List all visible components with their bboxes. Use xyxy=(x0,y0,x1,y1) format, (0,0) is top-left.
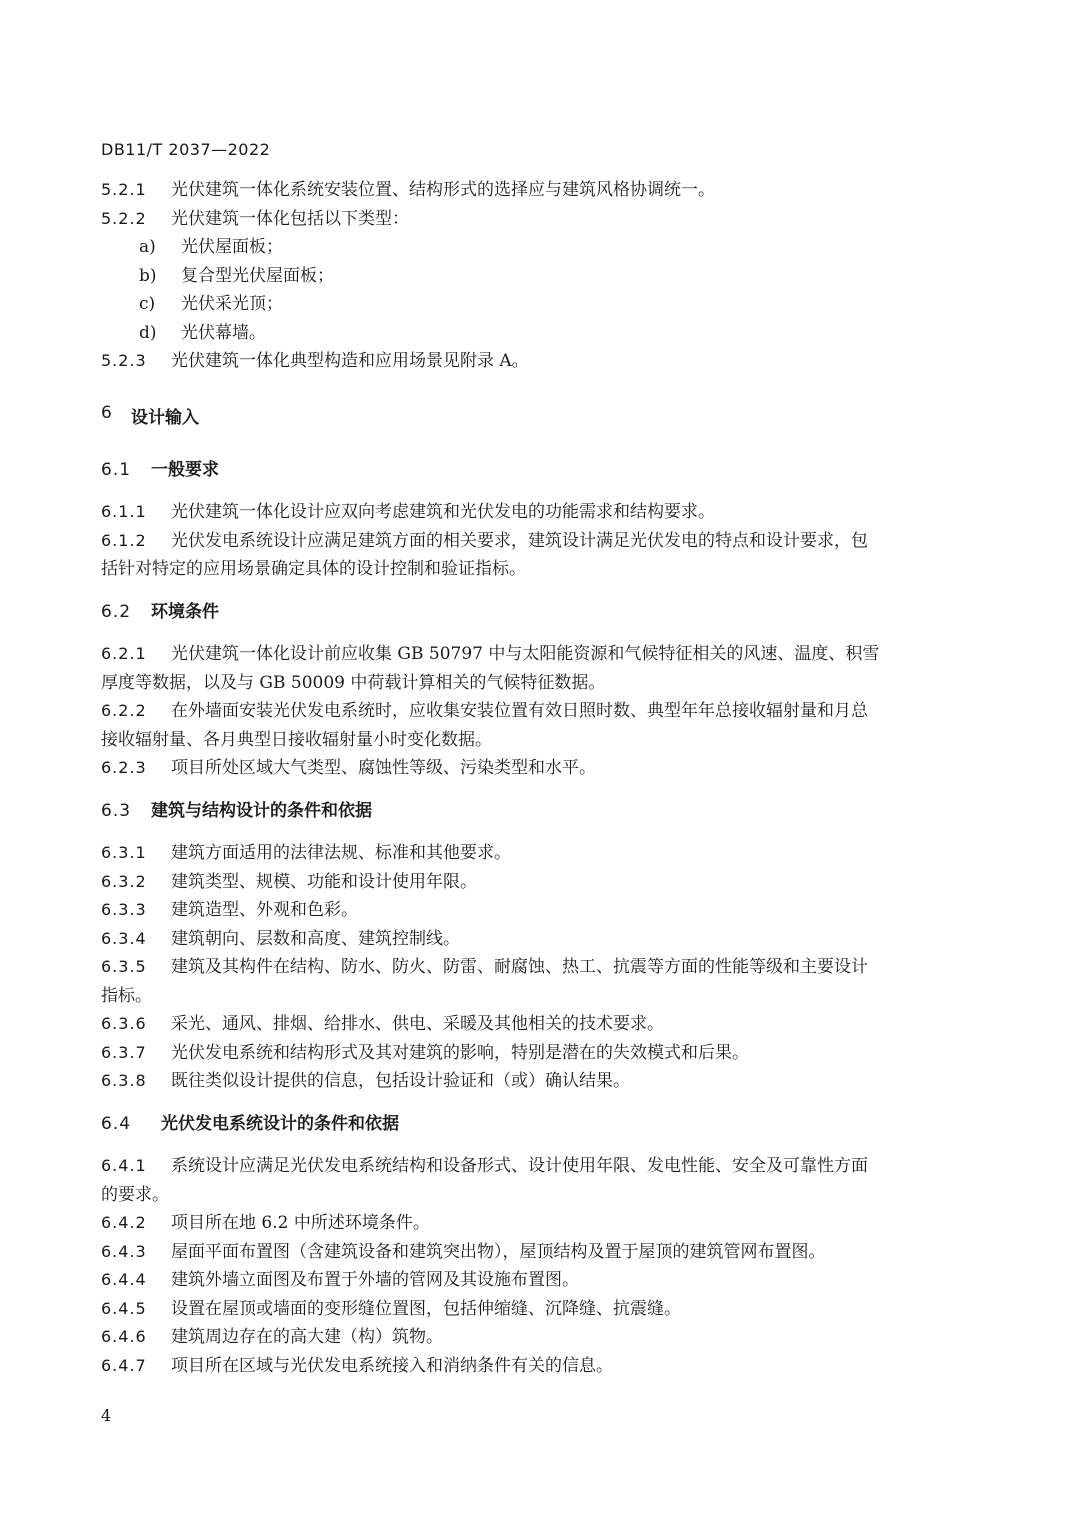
clause-continuation: 接收辐射量、各月典型日接收辐射量小时变化数据。 xyxy=(101,729,492,750)
clause-number: 6.1.2 xyxy=(101,530,147,550)
clause-6-4-2 xyxy=(101,1209,961,1238)
clause-text: 光伏建筑一体化系统安装位置、结构形式的选择应与建筑风格协调统一。 xyxy=(171,180,715,200)
clause-number: 6.4.2 xyxy=(101,1213,147,1232)
list-item xyxy=(101,290,961,319)
list-text: 光伏采光顶； xyxy=(181,294,283,314)
chapter-heading xyxy=(101,403,961,428)
clause-number: 5.2.2 xyxy=(101,208,147,228)
clause-text: 建筑及其构件在结构、防水、防火、防雷、耐腐蚀、热工、抗震等方面的性能等级和主要设计 xyxy=(171,957,868,977)
clause-number: 6.3.1 xyxy=(101,843,147,862)
clause-6-3-4 xyxy=(101,925,961,954)
clause-number: 6.3.6 xyxy=(101,1014,147,1033)
clause-number: 6.3.5 xyxy=(101,957,147,976)
section-title: 建筑与结构设计的条件和依据 xyxy=(151,800,372,821)
list-item xyxy=(101,262,961,291)
clause-text: 建筑造型、外观和色彩。 xyxy=(171,900,358,920)
clause-6-3-2 xyxy=(101,868,961,897)
section-heading xyxy=(101,456,961,485)
clause-6-4-7 xyxy=(101,1352,961,1381)
clause-6-4-6 xyxy=(101,1323,961,1352)
clause-number: 6.4.7 xyxy=(101,1355,147,1375)
list-marker: a) xyxy=(139,237,156,257)
clause-number: 6.4.3 xyxy=(101,1241,147,1261)
clause-6-3-7 xyxy=(101,1039,961,1068)
clause-6-3-6 xyxy=(101,1010,961,1039)
clause-text: 光伏建筑一体化包括以下类型： xyxy=(171,208,409,229)
clause-continuation: 厚度等数据，以及与 GB 50009 中荷载计算相关的气候特征数据。 xyxy=(101,672,606,693)
list-text: 光伏屋面板； xyxy=(181,237,283,257)
clause-number: 6.2.3 xyxy=(101,758,147,777)
clause-number: 6.4.5 xyxy=(101,1298,147,1318)
clause-text: 光伏建筑一体化典型构造和应用场景见附录 A。 xyxy=(171,351,529,371)
clause-text: 建筑类型、规模、功能和设计使用年限。 xyxy=(171,871,477,892)
clause-6-3-1 xyxy=(101,839,961,868)
list-text: 复合型光伏屋面板； xyxy=(181,265,334,286)
section-number: 6.1 xyxy=(101,459,132,480)
section-title: 一般要求 xyxy=(151,459,219,480)
clause-number: 5.2.3 xyxy=(101,351,147,370)
document-header: DB11/T 2037—2022 xyxy=(101,140,271,159)
clause-number: 6.3.7 xyxy=(101,1042,147,1062)
clause-number: 5.2.1 xyxy=(101,180,147,199)
list-marker: c) xyxy=(139,294,156,314)
clause-number: 6.3.4 xyxy=(101,928,147,948)
clause-6-2-1 xyxy=(101,640,961,669)
clause-text: 项目所在地 6.2 中所述环境条件。 xyxy=(171,1213,430,1233)
clause-text: 设置在屋顶或墙面的变形缝位置图，包括伸缩缝、沉降缝、抗震缝。 xyxy=(171,1298,681,1319)
document-body xyxy=(101,176,961,1380)
clause-text: 建筑朝向、层数和高度、建筑控制线。 xyxy=(171,928,460,949)
clause-6-2-2 xyxy=(101,697,961,726)
clause-6-2-3 xyxy=(101,754,961,783)
clause-6-4-5 xyxy=(101,1295,961,1324)
clause-continuation: 括针对特定的应用场景确定具体的设计控制和验证指标。 xyxy=(101,559,526,579)
clause-text: 系统设计应满足光伏发电系统结构和设备形式、设计使用年限、发电性能、安全及可靠性方面 xyxy=(171,1156,868,1176)
clause-text: 光伏建筑一体化设计应双向考虑建筑和光伏发电的功能需求和结构要求。 xyxy=(171,502,715,522)
clause-text: 建筑外墙立面图及布置于外墙的管网及其设施布置图。 xyxy=(171,1270,579,1290)
list-marker: b) xyxy=(139,265,157,286)
clause-text: 光伏发电系统和结构形式及其对建筑的影响，特别是潜在的失效模式和后果。 xyxy=(171,1042,749,1063)
clause-text: 光伏建筑一体化设计前应收集 GB 50797 中与太阳能资源和气候特征相关的风速、温度、积雪 xyxy=(171,644,880,664)
clause-number: 6.2.2 xyxy=(101,701,147,720)
clause-6-4-3 xyxy=(101,1238,961,1267)
list-item xyxy=(101,319,961,348)
clause-6-3-5 xyxy=(101,953,961,982)
list-marker: d) xyxy=(139,322,157,343)
section-number: 6.4 xyxy=(101,1113,132,1134)
clause-number: 6.3.3 xyxy=(101,900,147,919)
clause-6-3-8 xyxy=(101,1067,961,1096)
page-number: 4 xyxy=(101,1406,112,1425)
section-heading xyxy=(101,598,961,627)
clause-text: 建筑方面适用的法律法规、标准和其他要求。 xyxy=(171,843,511,863)
clause-number: 6.4.4 xyxy=(101,1270,147,1289)
section-number: 6.3 xyxy=(101,800,132,821)
list-item xyxy=(101,233,961,262)
clause-number: 6.3.8 xyxy=(101,1071,147,1090)
chapter-number: 6 xyxy=(101,402,113,423)
clause-6-1-1 xyxy=(101,498,961,527)
clause-number: 6.4.6 xyxy=(101,1327,147,1346)
clause-text: 建筑周边存在的高大建（构）筑物。 xyxy=(171,1327,443,1347)
clause-text: 项目所在区域与光伏发电系统接入和消纳条件有关的信息。 xyxy=(171,1355,613,1376)
chapter-title: 设计输入 xyxy=(131,407,199,428)
clause-number: 6.1.1 xyxy=(101,502,147,521)
section-heading xyxy=(101,797,961,826)
clause-text: 采光、通风、排烟、给排水、供电、采暖及其他相关的技术要求。 xyxy=(171,1014,664,1034)
clause-continuation: 指标。 xyxy=(101,985,152,1006)
clause-6-4-4 xyxy=(101,1266,961,1295)
clause-number: 6.4.1 xyxy=(101,1156,147,1175)
clause-number: 6.3.2 xyxy=(101,871,147,891)
clause-5-2-3 xyxy=(101,347,961,376)
section-number: 6.2 xyxy=(101,601,132,622)
clause-6-3-3 xyxy=(101,896,961,925)
clause-text: 项目所处区域大气类型、腐蚀性等级、污染类型和水平。 xyxy=(171,758,596,778)
section-title: 环境条件 xyxy=(151,601,219,622)
clause-5-2-1 xyxy=(101,176,961,205)
section-heading xyxy=(101,1110,961,1139)
section-title: 光伏发电系统设计的条件和依据 xyxy=(161,1113,399,1134)
clause-continuation: 的要求。 xyxy=(101,1184,169,1205)
clause-6-4-1 xyxy=(101,1152,961,1181)
clause-6-1-2 xyxy=(101,527,961,556)
list-text: 光伏幕墙。 xyxy=(181,322,266,343)
clause-text: 在外墙面安装光伏发电系统时，应收集安装位置有效日照时数、典型年年总接收辐射量和月总 xyxy=(171,701,868,721)
clause-text: 光伏发电系统设计应满足建筑方面的相关要求，建筑设计满足光伏发电的特点和设计要求，包 xyxy=(171,530,868,551)
clause-text: 既往类似设计提供的信息，包括设计验证和（或）确认结果。 xyxy=(171,1071,630,1091)
clause-5-2-2 xyxy=(101,205,961,234)
clause-text: 屋面平面布置图（含建筑设备和建筑突出物），屋顶结构及置于屋顶的建筑管网布置图。 xyxy=(171,1241,826,1262)
clause-number: 6.2.1 xyxy=(101,644,147,663)
